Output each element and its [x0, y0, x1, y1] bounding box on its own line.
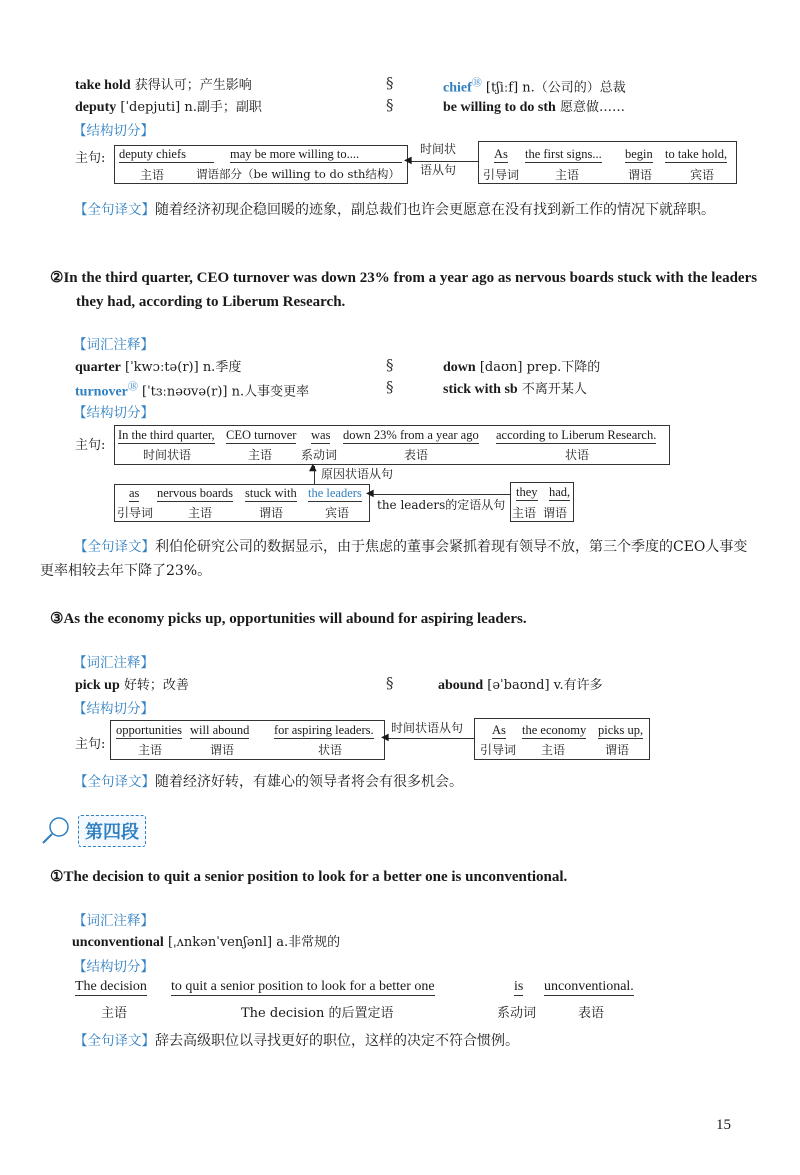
full-translation: 【全句译文】随着经济好转，有雄心的领导者将会有很多机会。	[74, 774, 463, 790]
clause-cell: for aspiring leaders.	[274, 723, 374, 737]
role-label: 主语	[541, 743, 566, 757]
main-clause-label: 主句:	[75, 438, 106, 453]
role-label: 状语	[565, 448, 590, 462]
clause-cell: as	[129, 486, 140, 500]
clause-relation-label: 时间状语从句	[391, 721, 464, 735]
vocab-item: turnover⑱ [ˈtɜːnəʊvə(r)] n.人事变更率	[75, 382, 310, 400]
role-label: 主语	[138, 743, 163, 757]
clause-cell: As	[492, 723, 506, 737]
role-label: 宾语	[325, 506, 350, 520]
main-clause-label: 主句:	[75, 151, 106, 166]
vocab-item: unconventional [ˌʌnkənˈvenʃənl] a.非常规的	[72, 935, 341, 950]
vocab-item: be willing to do sth 愿意做……	[443, 100, 625, 115]
arrow-line	[385, 738, 474, 739]
clause-cell: opportunities	[116, 723, 182, 737]
clause-cell: In the third quarter,	[118, 428, 215, 442]
role-label: 谓语	[210, 743, 235, 757]
wave-divider-icon: §	[386, 74, 394, 92]
clause-cell: according to Liberum Research.	[496, 428, 657, 442]
sentence: ①The decision to quit a senior position to look for a better one is unconventional.	[50, 869, 568, 885]
arrow-head-icon: ◀	[366, 488, 374, 499]
clause-cell: As	[494, 147, 508, 161]
struct-tag: 【结构切分】	[73, 959, 154, 975]
role-label: 引导词	[483, 168, 520, 182]
section-heading: 第四段	[78, 815, 146, 847]
vocab-item: chief⑱ [tʃiːf] n.（公司的）总裁	[443, 78, 626, 96]
clause-cell: picks up,	[598, 723, 644, 737]
role-label: 主语	[188, 506, 213, 520]
role-label: 主语	[140, 168, 165, 182]
role-label: 引导词	[480, 743, 517, 757]
role-label: 谓语	[543, 506, 568, 520]
arrow-line	[370, 494, 510, 495]
arrow-head-icon: ◀	[381, 732, 389, 743]
clause-relation-label: the leaders的定语从句	[377, 498, 506, 512]
clause-cell: the first signs...	[525, 147, 602, 161]
main-clause-label: 主句:	[75, 737, 106, 752]
role-label: 主语	[555, 168, 580, 182]
clause-cell: down 23% from a year ago	[343, 428, 479, 442]
vocab-item: stick with sb 不离开某人	[443, 382, 587, 397]
struct-tag: 【结构切分】	[73, 123, 154, 139]
clause-cell: to quit a senior position to look for a better one	[171, 979, 435, 994]
vocab-item: abound [əˈbaʊnd] v.有许多	[438, 678, 603, 693]
full-translation: 【全句译文】利伯伦研究公司的数据显示，由于焦虑的董事会紧抓着现有领导不放，第三个季度的CEO人事变更率相较去年下降了23%。	[40, 539, 748, 579]
role-label: 谓语	[605, 743, 630, 757]
role-label: 主语	[512, 506, 537, 520]
role-label: 谓语部分（be willing to do sth结构）	[196, 167, 400, 181]
clause-relation-label: 语从句	[420, 163, 457, 177]
clause-cell: will abound	[190, 723, 250, 737]
role-label: 主语	[248, 448, 273, 462]
role-label: 系动词	[497, 1006, 537, 1021]
vocab-item: take hold 获得认可；产生影响	[75, 78, 252, 93]
role-label: 表语	[578, 1006, 605, 1021]
clause-cell: they	[516, 485, 538, 499]
clause-cell: begin	[625, 147, 653, 161]
clause-cell: the leaders	[308, 486, 362, 500]
clause-cell: the economy	[522, 723, 587, 737]
sentence: ③As the economy picks up, opportunities will abound for aspiring leaders.	[50, 611, 527, 627]
role-label: 系动词	[301, 448, 338, 462]
role-label: The decision 的后置定语	[241, 1006, 394, 1021]
vocab-item: pick up 好转；改善	[75, 678, 189, 693]
wave-divider-icon: §	[386, 674, 394, 692]
sentence: ②In the third quarter, CEO turnover was down 23% from a year ago as nervous boards stuck with the leaders they had, according to Liberum Research.	[50, 270, 758, 310]
magnifier-icon	[40, 815, 72, 845]
vocab-tag: 【词汇注释】	[73, 655, 154, 671]
role-label: 主语	[101, 1006, 128, 1021]
role-label: 谓语	[259, 506, 284, 520]
clause-cell: CEO turnover	[226, 428, 297, 442]
clause-cell: The decision	[75, 979, 147, 994]
full-translation: 【全句译文】随着经济初现企稳回暖的迹象，副总裁们也许会更愿意在没有找到新工作的情况下就辞职。	[74, 202, 715, 218]
struct-tag: 【结构切分】	[73, 701, 154, 717]
role-label: 时间状语	[143, 448, 192, 462]
role-label: 引导词	[117, 506, 154, 520]
vocab-item: down [daʊn] prep.下降的	[443, 360, 601, 375]
clause-cell: is	[514, 979, 524, 994]
wave-divider-icon: §	[386, 96, 394, 114]
wave-divider-icon: §	[386, 356, 394, 374]
clause-cell: nervous boards	[157, 486, 234, 500]
clause-cell: was	[311, 428, 331, 442]
full-translation: 【全句译文】辞去高级职位以寻找更好的职位，这样的决定不符合惯例。	[74, 1033, 519, 1049]
clause-relation-label: 原因状语从句	[321, 467, 394, 481]
vocab-tag: 【词汇注释】	[73, 913, 154, 929]
vocab-item: quarter [ˈkwɔːtə(r)] n.季度	[75, 360, 242, 375]
clause-cell: deputy chiefs	[119, 147, 214, 163]
clause-cell: to take hold,	[665, 147, 728, 161]
vocab-item: deputy [ˈdepjuti] n.副手；副职	[75, 100, 262, 115]
role-label: 表语	[404, 448, 429, 462]
page-number: 15	[716, 1117, 731, 1133]
clause-cell: stuck with	[245, 486, 297, 500]
clause-cell: unconventional.	[544, 979, 634, 994]
clause-cell: had,	[549, 485, 571, 499]
role-label: 谓语	[628, 168, 653, 182]
wave-divider-icon: §	[386, 378, 394, 396]
role-label: 状语	[318, 743, 343, 757]
vocab-tag: 【词汇注释】	[73, 337, 154, 353]
role-label: 宾语	[690, 168, 715, 182]
arrow-head-icon: ◀	[404, 155, 412, 166]
clause-relation-label: 时间状	[420, 142, 457, 156]
struct-tag: 【结构切分】	[73, 405, 154, 421]
arrow-head-icon: ▲	[309, 462, 317, 473]
clause-cell: may be more willing to....	[230, 147, 402, 163]
